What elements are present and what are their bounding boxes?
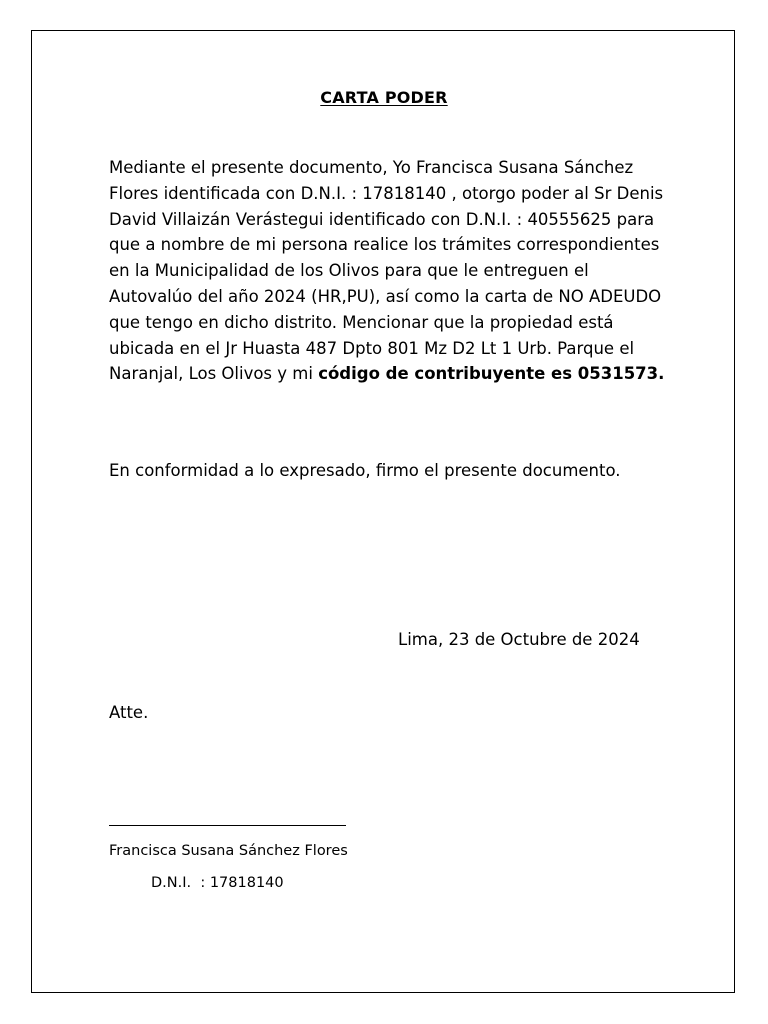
body-text-bold: código de contribuyente es 0531573. [318, 364, 665, 384]
closing-salutation: Atte. [109, 703, 149, 722]
signer-dni: D.N.I. : 17818140 [151, 875, 284, 891]
place-date: Lima, 23 de Octubre de 2024 [398, 630, 640, 649]
body-text: Mediante el presente documento, Yo Francisca Susana Sánchez Flores identificada con D.N.I. : 17818140 , otorgo poder al Sr Denis David Villaizán Verástegui identificado con D.N.I. : 40555625 para que a nombre de mi persona realice los trámites correspondientes en la Municipalidad de los Olivos para que le entreguen el Autovalúo del año 2024 (HR,PU), así como la carta de NO ADEUDO que tengo en dicho distrito. Mencionar que la propiedad está ubicada en el Jr Huasta 487 Dpto 801 Mz D2 Lt 1 Urb. Parque el Naranjal, Los Olivos y mi [109, 158, 664, 384]
signer-name: Francisca Susana Sánchez Flores [109, 843, 348, 859]
body-paragraph [109, 155, 669, 387]
signature-line [109, 825, 346, 826]
document-title: CARTA PODER [320, 88, 448, 107]
conformity-statement: En conformidad a lo expresado, firmo el presente documento. [109, 461, 621, 480]
